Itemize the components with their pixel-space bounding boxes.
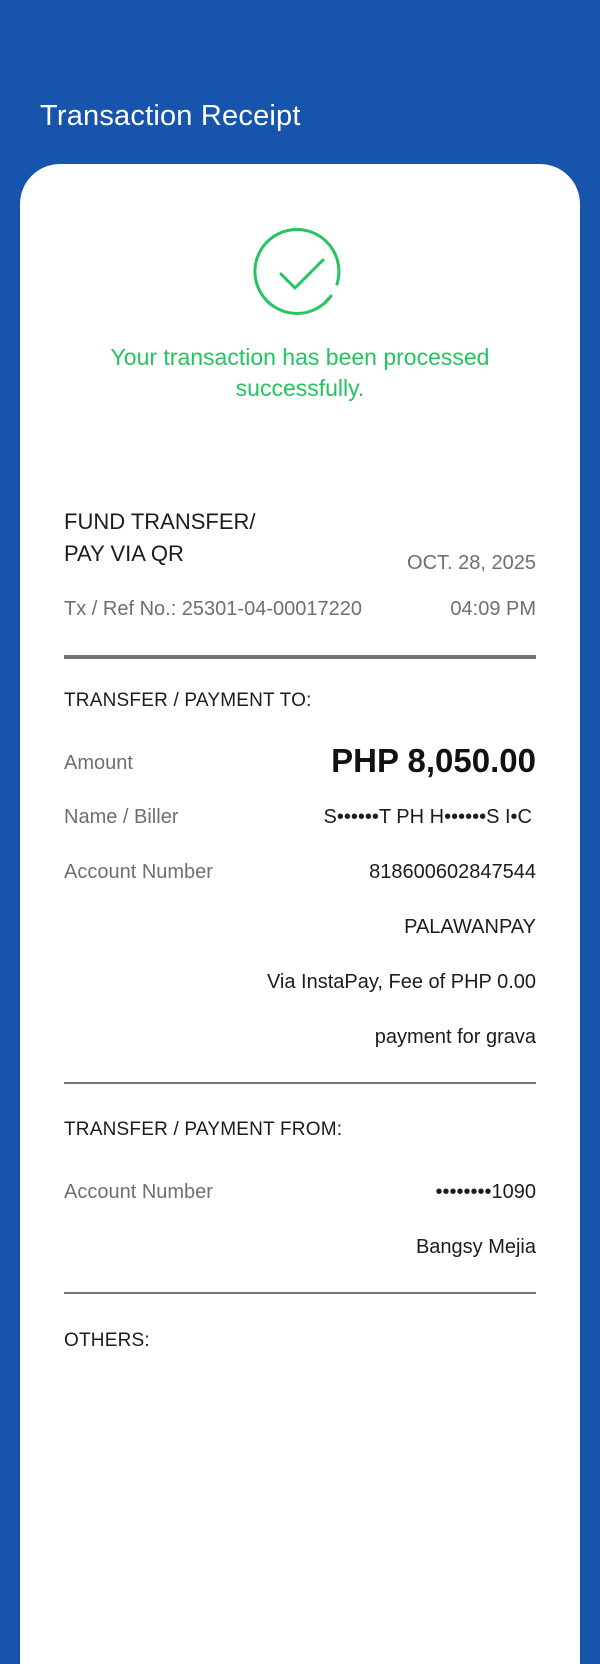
reference-number: Tx / Ref No.: 25301-04-00017220 [64, 598, 362, 620]
section-heading-others: OTHERS: [64, 1330, 150, 1351]
account-number-label: Account Number [64, 861, 213, 883]
name-biller-value: S••••••T PH H••••••S I•C [323, 806, 532, 828]
section-heading-from: TRANSFER / PAYMENT FROM: [64, 1119, 343, 1140]
transaction-date: OCT. 28, 2025 [407, 552, 536, 574]
sender-name: Bangsy Mejia [415, 1236, 536, 1258]
success-message: Your transaction has been processed successfully. [110, 344, 490, 401]
divider [64, 1082, 536, 1084]
check-circle-icon [253, 224, 353, 324]
receipt-card [20, 164, 580, 1664]
from-account-label: Account Number [64, 1181, 213, 1203]
transaction-time: 04:09 PM [450, 598, 536, 620]
transaction-type-line1: FUND TRANSFER/ [64, 509, 256, 534]
amount-label: Amount [64, 752, 133, 774]
transaction-type [64, 506, 256, 570]
transfer-note: payment for grava [374, 1026, 536, 1048]
page-title: Transaction Receipt [40, 100, 301, 132]
divider [64, 1292, 536, 1294]
divider [64, 655, 536, 659]
from-account-value: ••••••••1090 [435, 1181, 536, 1203]
amount-value: PHP 8,050.00 [331, 742, 536, 779]
bank-name: PALAWANPAY [404, 916, 536, 938]
transfer-channel: Via InstaPay, Fee of PHP 0.00 [266, 971, 536, 993]
section-heading-to: TRANSFER / PAYMENT TO: [64, 690, 312, 711]
account-number-value: 818600602847544 [369, 861, 536, 883]
transaction-type-line2: PAY VIA QR [64, 541, 184, 566]
name-biller-label: Name / Biller [64, 806, 179, 828]
